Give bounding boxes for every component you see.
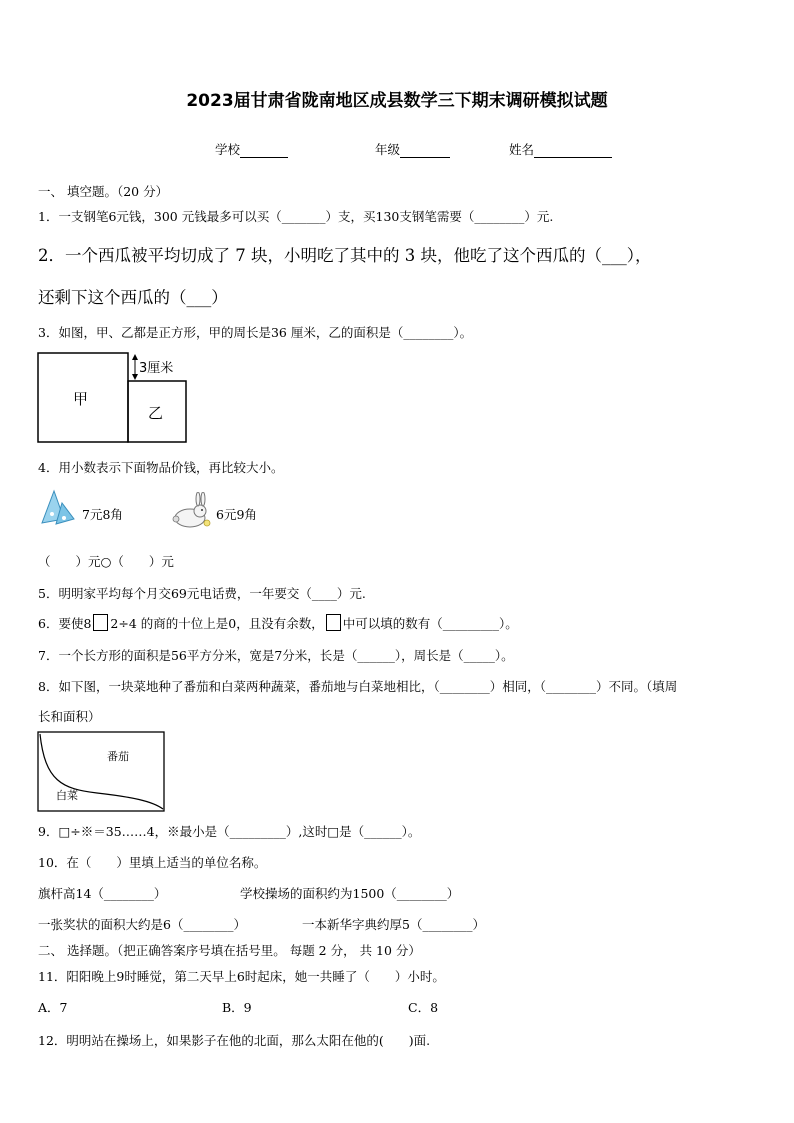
question-10-c: 一张奖状的面积大约是6（________） <box>38 917 246 932</box>
q11-option-b: B．9 <box>222 1000 252 1015</box>
rabbit-icon <box>170 492 212 530</box>
q6-part2: 2÷4 的商的十位上是0，且没有余数， <box>110 616 324 631</box>
tomato-label: 番茄 <box>107 750 129 763</box>
question-10-a: 旗杆高14（________） <box>38 886 167 901</box>
name-label: 姓名 <box>509 142 535 157</box>
question-2-line2: 还剩下这个西瓜的（___） <box>38 288 228 307</box>
arrow-head-up <box>132 354 138 360</box>
question-9: 9．□÷※＝35……4，※最小是（_________）,这时□是（______）。 <box>38 824 421 839</box>
school-field <box>215 140 288 158</box>
dimension-label: 3厘米 <box>139 361 174 376</box>
question-5: 5．明明家平均每个月交69元电话费，一年要交（____）元. <box>38 586 366 601</box>
q6-part3: 中可以填的数有（_________）。 <box>342 616 518 631</box>
question-10-d: 一本新华字典约厚5（________） <box>302 917 485 932</box>
school-blank <box>240 143 288 158</box>
squares-figure <box>37 352 192 445</box>
question-10: 10．在（ ）里填上适当的单位名称。 <box>38 855 267 870</box>
question-8-line1: 8．如下图，一块菜地种了番茄和白菜两种蔬菜，番茄地与白菜地相比，（________）相同，（________）不同。（填周 <box>38 679 678 694</box>
q11-option-a: A．7 <box>38 1000 68 1015</box>
triangle-ruler-icon <box>40 489 76 527</box>
school-label: 学校 <box>215 142 241 157</box>
name-blank <box>534 143 612 158</box>
vegetable-field-figure <box>37 731 167 813</box>
item1-price: 7元8角 <box>82 507 123 522</box>
q11-option-c: C．8 <box>408 1000 439 1015</box>
question-2-line1: 2．一个西瓜被平均切成了 7 块，小明吃了其中的 3 块，他吃了这个西瓜的（___）， <box>38 246 652 265</box>
question-4: 4．用小数表示下面物品价钱，再比较大小。 <box>38 460 284 475</box>
name-field <box>509 140 612 158</box>
question-10-b: 学校操场的面积约为1500（________） <box>240 886 460 901</box>
grade-label: 年级 <box>375 142 401 157</box>
question-4-compare: （ ）元○（ ）元 <box>38 554 174 569</box>
label-yi: 乙 <box>148 404 164 422</box>
fill-box-2 <box>326 614 341 631</box>
question-11: 11．阳阳晚上9时睡觉，第二天早上6时起床，她一共睡了（ ）小时。 <box>38 969 445 984</box>
item2-price: 6元9角 <box>216 507 257 522</box>
question-12: 12．明明站在操场上，如果影子在他的北面，那么太阳在他的( )面. <box>38 1033 431 1048</box>
question-6 <box>38 614 518 632</box>
grade-blank <box>400 143 450 158</box>
grade-field <box>375 140 450 158</box>
section1-heading: 一、 填空题。（20 分） <box>38 184 169 199</box>
q6-part1: 6．要使8 <box>38 616 92 631</box>
cabbage-label: 白菜 <box>56 789 78 802</box>
label-jia: 甲 <box>73 390 89 408</box>
page-title: 2023届甘肃省陇南地区成县数学三下期末调研模拟试题 <box>186 91 608 111</box>
question-1: 1．一支钢笔6元钱，300 元钱最多可以买（_______）支，买130支钢笔需要（________）元. <box>38 209 554 224</box>
arrow-head-down <box>132 374 138 380</box>
question-7: 7．一个长方形的面积是56平方分米，宽是7分米，长是（______），周长是（_____）。 <box>38 648 514 663</box>
fill-box-1 <box>93 614 108 631</box>
question-3: 3．如图，甲、乙都是正方形，甲的周长是36 厘米，乙的面积是（________）。 <box>38 325 473 340</box>
section2-heading: 二、 选择题。（把正确答案序号填在括号里。 每题 2 分， 共 10 分） <box>38 943 421 958</box>
question-8-line2: 长和面积） <box>38 709 101 724</box>
